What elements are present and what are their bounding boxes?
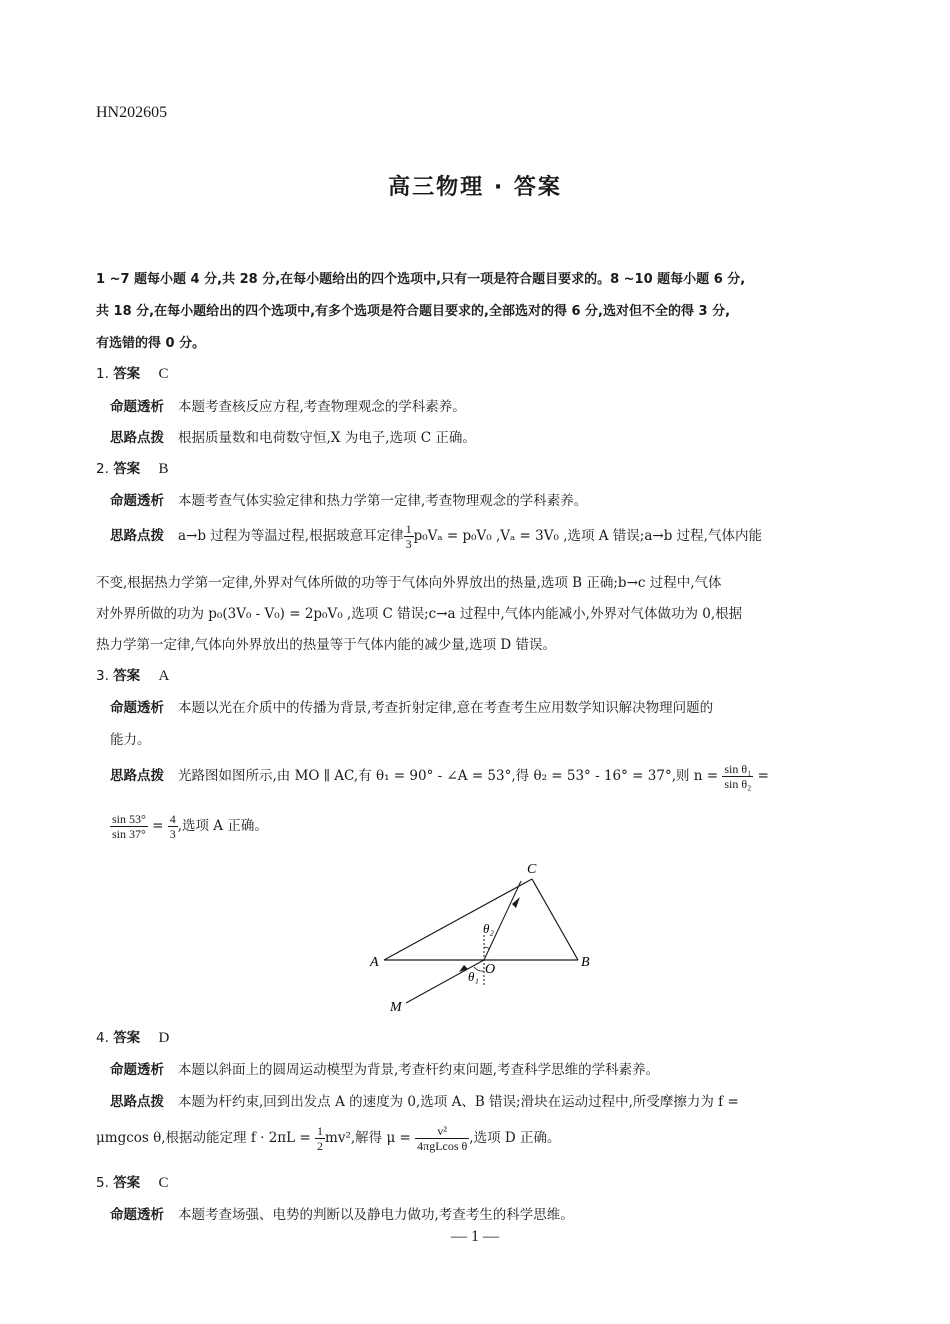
q4-intent-text: 本题以斜面上的圆周运动模型为背景,考查杆约束问题,考查科学思维的学科素养。 bbox=[178, 1062, 660, 1078]
q4-hint-l2b: mv²,解得 μ = bbox=[325, 1130, 411, 1146]
page-title: 高三物理 · 答案 bbox=[388, 175, 562, 200]
q2-hint-line-4: 热力学第一定律,气体向外界放出的热量等于气体内能的减少量,选项 D 错误。 bbox=[96, 637, 556, 653]
label-theta1: θ₁ bbox=[468, 969, 479, 984]
q1-hint-text: 根据质量数和电荷数守恒,X 为电子,选项 C 正确。 bbox=[178, 430, 476, 446]
q3-answer: A bbox=[158, 668, 170, 684]
fraction-one-half bbox=[315, 1124, 325, 1153]
hint-label: 思路点拨 bbox=[110, 768, 164, 784]
q2-hint-a: a→b 过程为等温过程,根据玻意耳定律 bbox=[178, 528, 404, 544]
edge-ac bbox=[384, 879, 532, 960]
q4-hint-line-2 bbox=[96, 1124, 560, 1153]
q2-hint-b: p₀Vₐ = p₀V₀ ,Vₐ = 3V₀ ,选项 A 错误;a→b 过程,气体内能 bbox=[413, 528, 762, 544]
q2-header bbox=[96, 457, 169, 478]
q2-number: 2. bbox=[96, 461, 109, 477]
q2-hint-line-2: 不变,根据热力学第一定律,外界对气体所做的功等于气体向外界放出的热量,选项 B 正确;b→c 过程中,气体 bbox=[96, 575, 722, 591]
intro-line-2: 共 18 分,在每小题给出的四个选项中,有多个选项是符合题目要求的,全部选对的得 6 分,选对但不全的得 3 分, bbox=[96, 304, 731, 319]
q3-intent-text: 本题以光在介质中的传播为背景,考查折射定律,意在考查考生应用数学知识解决物理问题的 bbox=[178, 700, 714, 716]
q2-intent-text: 本题考查气体实验定律和热力学第一定律,考查物理观念的学科素养。 bbox=[178, 493, 588, 509]
q3-number: 3. bbox=[96, 668, 109, 684]
q4-number: 4. bbox=[96, 1030, 109, 1046]
q3-intent-line-1 bbox=[110, 696, 713, 716]
fraction-sin-theta bbox=[722, 762, 753, 791]
intent-label: 命题透析 bbox=[110, 1062, 164, 1078]
q5-number: 5. bbox=[96, 1175, 109, 1191]
q1-header bbox=[96, 362, 169, 383]
page-number: — 1 — bbox=[451, 1228, 499, 1245]
label-theta2: θ₂ bbox=[483, 921, 494, 936]
frac-numerator: 4 bbox=[169, 812, 176, 826]
q4-hint-line-1 bbox=[110, 1090, 739, 1110]
answer-label: 答案 bbox=[113, 1030, 141, 1046]
fraction-mu bbox=[415, 1124, 469, 1153]
q2-answer: B bbox=[158, 461, 169, 477]
q3-intent-line-2: 能力。 bbox=[110, 732, 151, 748]
q2-hint-line-3: 对外界所做的功为 p₀(3V₀ - V₀) = 2p₀V₀ ,选项 C 错误;c→a 过程中,气体内能减小,外界对气体做功为 0,根据 bbox=[96, 606, 743, 622]
q1-answer: C bbox=[158, 366, 169, 382]
q4-header bbox=[96, 1026, 169, 1047]
frac-denominator: sin 37° bbox=[112, 827, 146, 841]
q3-hint-end: ,选项 A 正确。 bbox=[177, 818, 268, 834]
q3-hint-a: 光路图如图所示,由 MO ∥ AC,有 θ₁ = 90° - ∠A = 53°,得 θ₂ = 53° - 16° = 37°,则 n = bbox=[178, 768, 719, 784]
q5-intent bbox=[110, 1203, 574, 1223]
label-m: M bbox=[390, 1000, 402, 1015]
answer-label: 答案 bbox=[113, 366, 141, 382]
frac-numerator: 1 bbox=[405, 522, 412, 536]
edge-cb bbox=[532, 879, 578, 960]
frac-denominator: 3 bbox=[405, 537, 412, 551]
q4-answer: D bbox=[158, 1030, 170, 1046]
q5-intent-text: 本题考查场强、电势的判断以及静电力做功,考查考生的科学思维。 bbox=[178, 1207, 574, 1223]
q2-hint-line-1 bbox=[110, 522, 762, 551]
q4-hint-text: 本题为杆约束,回到出发点 A 的速度为 0,选项 A、B 错误;滑块在运动过程中,所受摩擦力为 f = bbox=[178, 1094, 739, 1110]
fraction-one-third bbox=[404, 522, 414, 551]
label-c: C bbox=[527, 862, 537, 877]
q2-intent bbox=[110, 489, 587, 509]
label-o: O bbox=[485, 962, 496, 977]
intent-label: 命题透析 bbox=[110, 493, 164, 509]
answer-label: 答案 bbox=[113, 461, 141, 477]
frac-denominator: 3 bbox=[169, 827, 176, 841]
label-b: B bbox=[581, 955, 590, 970]
fraction-four-thirds bbox=[168, 812, 178, 841]
q4-hint-l2c: ,选项 D 正确。 bbox=[469, 1130, 561, 1146]
q1-number: 1. bbox=[96, 366, 109, 382]
equals-sign: = bbox=[152, 818, 164, 834]
frac-numerator: sin 53° bbox=[112, 812, 146, 826]
intro-line-1: 1 ~7 题每小题 4 分,共 28 分,在每小题给出的四个选项中,只有一项是符合题目要求的。8 ~10 题每小题 6 分, bbox=[96, 272, 746, 287]
intent-label: 命题透析 bbox=[110, 399, 164, 415]
q3-hint-line-1 bbox=[110, 762, 769, 791]
light-path-diagram bbox=[360, 855, 610, 1020]
frac-denominator: 4πgLcos θ bbox=[417, 1139, 468, 1153]
frac-numerator: sin θ₁ bbox=[724, 762, 752, 776]
label-a: A bbox=[370, 955, 379, 970]
intent-label: 命题透析 bbox=[110, 1207, 164, 1223]
q3-header bbox=[96, 664, 169, 685]
exam-code: HN202605 bbox=[96, 104, 168, 121]
q5-header bbox=[96, 1171, 169, 1192]
q5-answer: C bbox=[158, 1175, 169, 1191]
hint-label: 思路点拨 bbox=[110, 1094, 164, 1110]
equals-sign: = bbox=[757, 768, 769, 784]
hint-label: 思路点拨 bbox=[110, 528, 164, 544]
q1-intent-text: 本题考查核反应方程,考查物理观念的学科素养。 bbox=[178, 399, 466, 415]
q4-hint-l2a: μmgcos θ,根据动能定理 f · 2πL = bbox=[96, 1130, 311, 1146]
answer-label: 答案 bbox=[113, 668, 141, 684]
q4-intent bbox=[110, 1058, 659, 1078]
q3-hint-line-2 bbox=[110, 812, 268, 841]
intro-line-3: 有选错的得 0 分。 bbox=[96, 336, 206, 351]
frac-denominator: 2 bbox=[317, 1139, 324, 1153]
intent-label: 命题透析 bbox=[110, 700, 164, 716]
q1-hint bbox=[110, 426, 476, 446]
frac-numerator: v² bbox=[415, 1124, 469, 1139]
hint-label: 思路点拨 bbox=[110, 430, 164, 446]
frac-denominator: sin θ₂ bbox=[724, 777, 752, 791]
frac-numerator: 1 bbox=[317, 1124, 324, 1138]
q1-intent bbox=[110, 395, 466, 415]
answer-label: 答案 bbox=[113, 1175, 141, 1191]
fraction-sin-53-37 bbox=[110, 812, 148, 841]
